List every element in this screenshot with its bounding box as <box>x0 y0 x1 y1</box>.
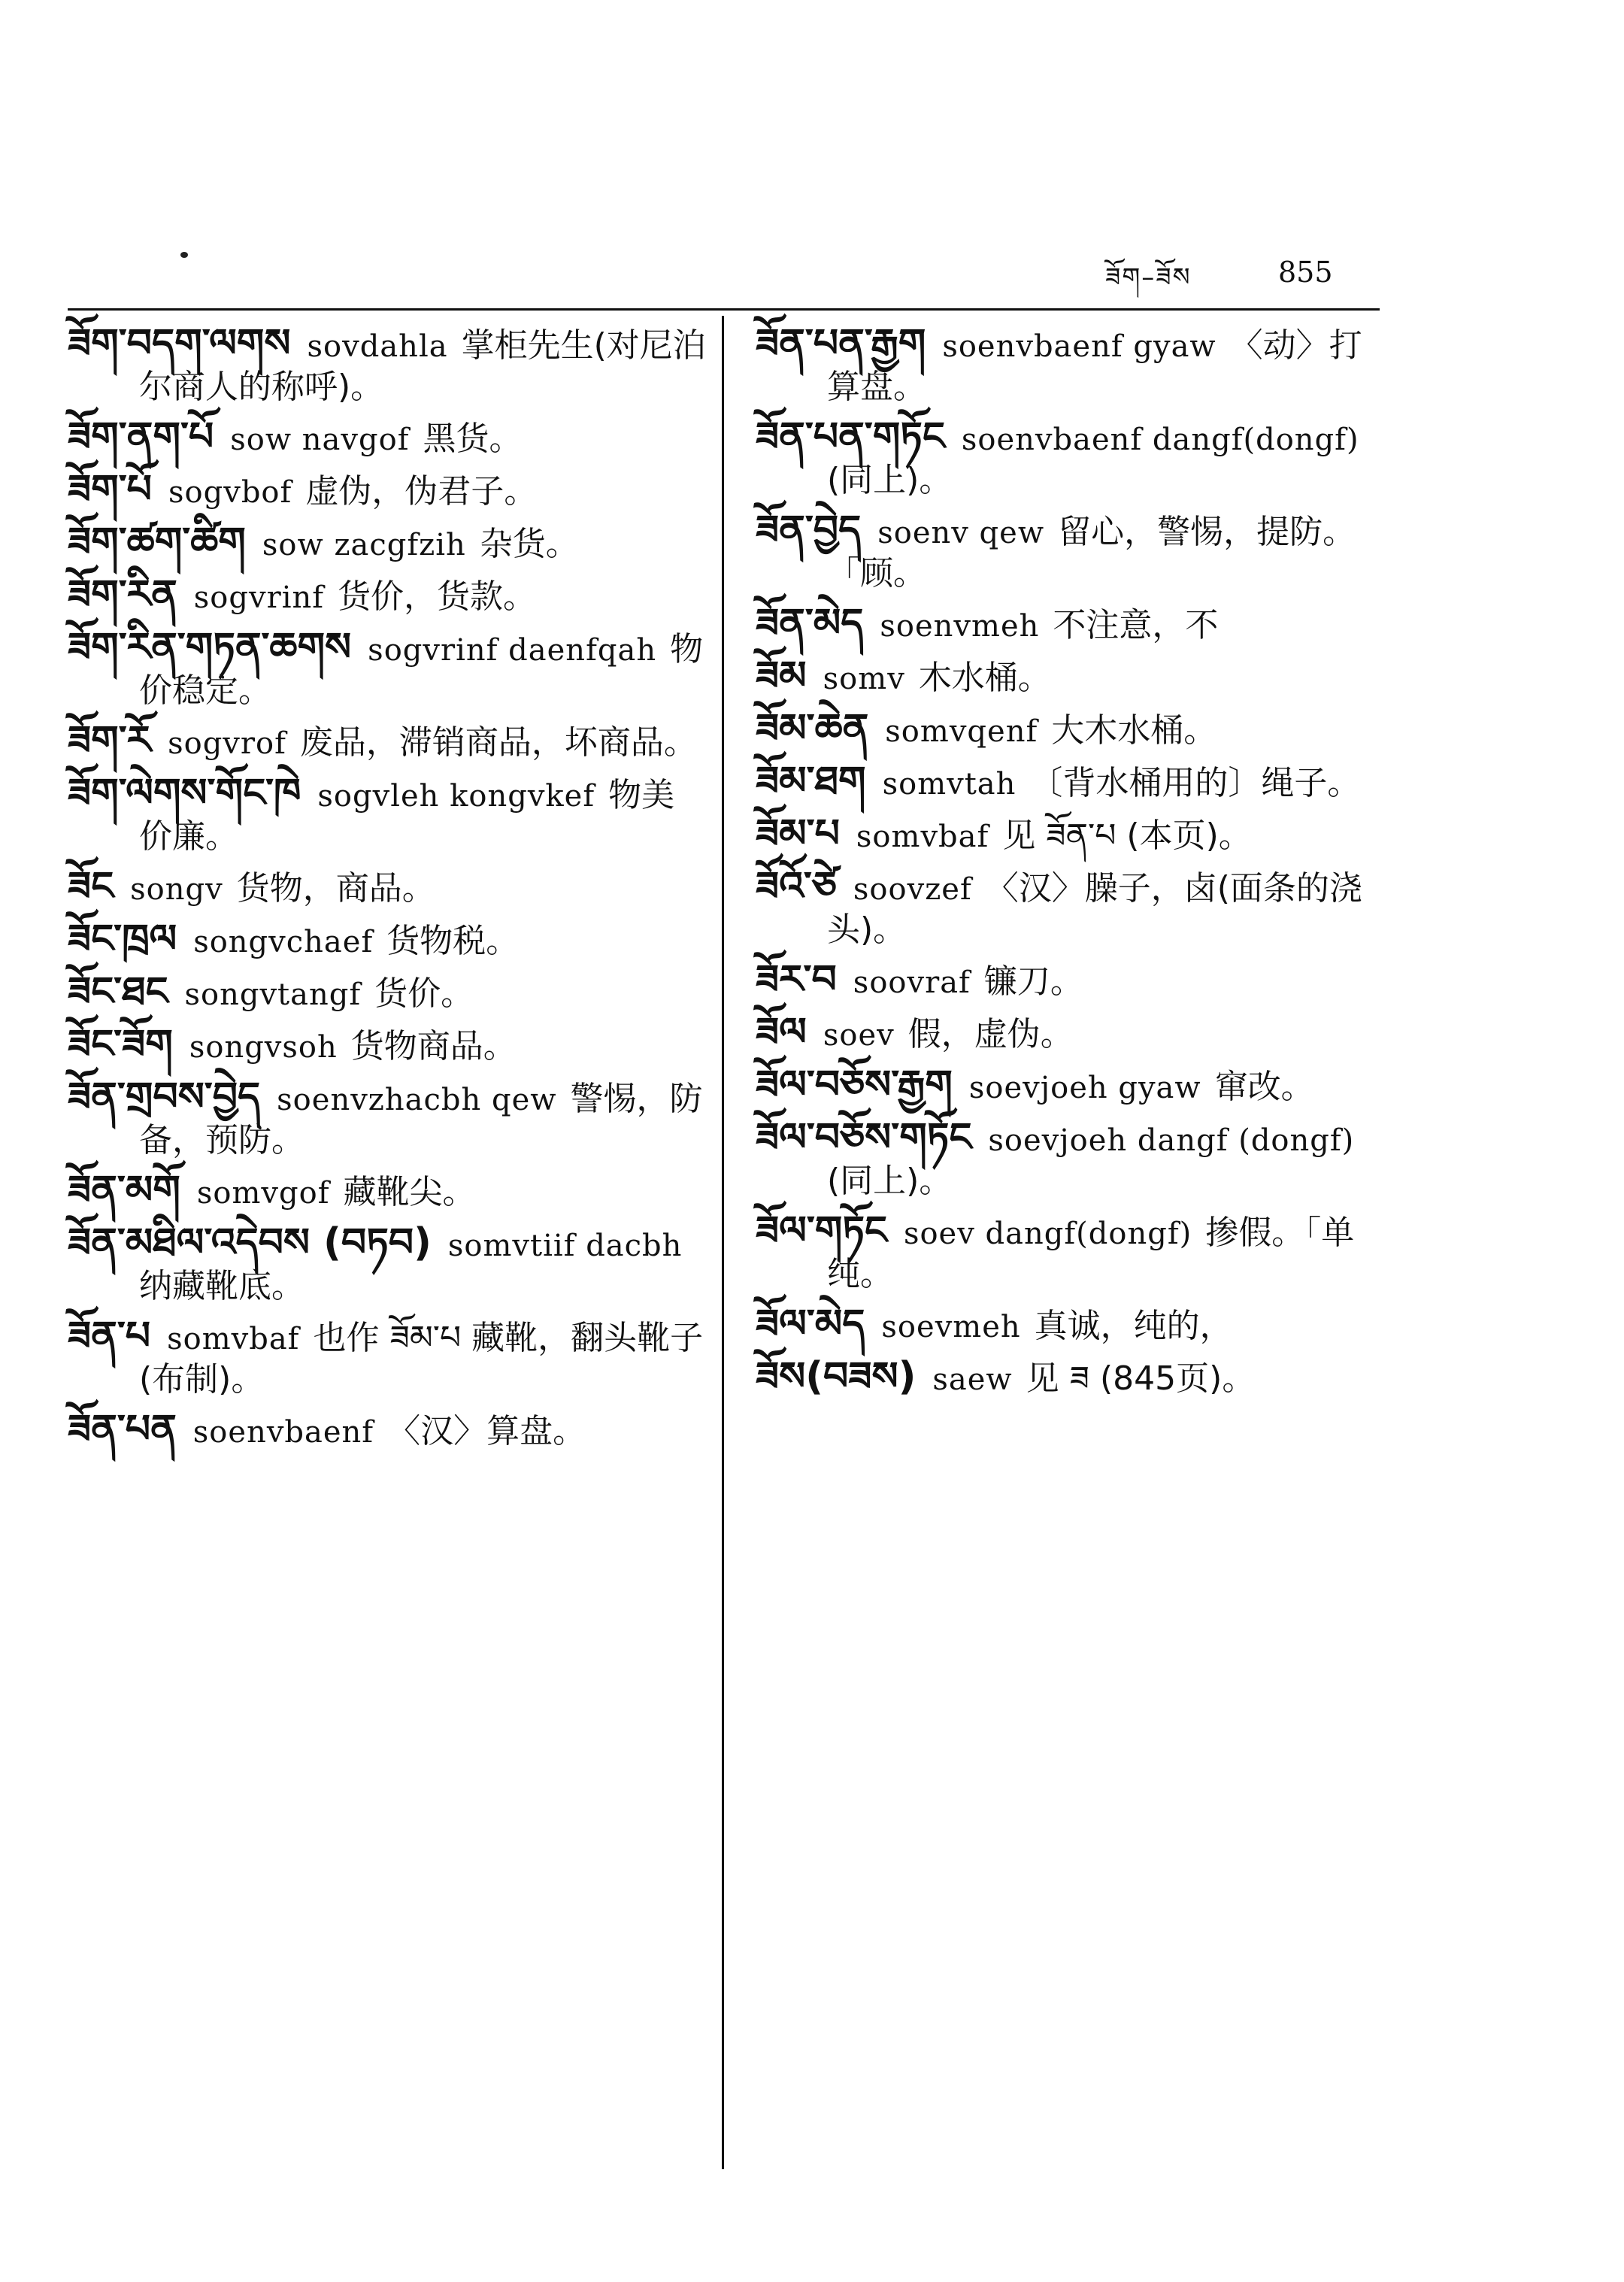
entry-definition: (同上)。 <box>827 461 953 499</box>
dictionary-entry <box>756 414 1391 501</box>
entry-definition: 货价，货款。 <box>338 577 537 616</box>
entry-phonetic: soenvbaenf <box>192 1415 374 1450</box>
entry-phonetic: somv <box>823 662 905 696</box>
entry-phonetic: songvchaef <box>193 925 374 959</box>
entry-definition: 藏靴尖。 <box>343 1173 476 1211</box>
entry-headword: ཟོམ <box>756 653 807 699</box>
dictionary-entry <box>756 1304 1391 1347</box>
dictionary-entry <box>68 720 707 764</box>
entry-phonetic: somvtah <box>882 767 1017 802</box>
dictionary-entry <box>68 522 707 565</box>
entry-phonetic: somvgof <box>196 1176 330 1211</box>
entry-phonetic: somvbaf <box>856 820 989 854</box>
entry-phonetic: saew <box>932 1362 1013 1397</box>
entry-phonetic: soevjoeh dangf (dongf) <box>988 1123 1355 1158</box>
entry-headword: ཟོག་ལེགས་གོང་ཁེ <box>68 771 301 816</box>
entry-phonetic: soenvmeh <box>880 609 1040 644</box>
entry-phonetic: soevjoeh gyaw <box>968 1071 1201 1105</box>
entry-headword: ཟོན་མཐིལ་འདེབས (བཏབ) <box>68 1220 432 1265</box>
entry-headword: ཟོན་གྲབས་བྱེད <box>68 1074 261 1120</box>
entry-headword: ཟོག་རིན <box>68 572 177 617</box>
entry-headword: ཟོལ་གཏོང <box>756 1208 887 1253</box>
entry-headword: ཟོང་ཁྲལ <box>68 917 177 962</box>
entry-phonetic: sovdahla <box>307 329 448 364</box>
entry-headword: ཟོག་ནག་པོ <box>68 414 214 459</box>
entry-definition: 警惕，防备，预防。 <box>139 1080 703 1159</box>
dictionary-entry <box>756 761 1391 805</box>
entry-phonetic: soenvbaenf gyaw <box>942 329 1216 364</box>
entry-phonetic: sogvrinf daenfqah <box>368 633 657 668</box>
entry-definition: 留心，警惕，提防。「顾。 <box>827 513 1356 592</box>
entry-definition: 〔背水桶用的〕绳子。 <box>1029 764 1361 802</box>
entry-definition: 物美价廉。 <box>139 776 675 856</box>
dictionary-entry <box>756 959 1391 1003</box>
dictionary-entry <box>756 653 1391 699</box>
entry-definition: 见 ཟོན་པ (本页)。 <box>1002 817 1252 855</box>
stray-dot-mark <box>180 252 188 258</box>
entry-headword: ཟོམ་ཆེན <box>756 706 869 751</box>
dictionary-entry <box>68 1409 707 1453</box>
entry-definition: 见 ཟ (845页)。 <box>1026 1359 1256 1398</box>
entry-headword: ཟོས(བཟས) <box>756 1354 917 1399</box>
dictionary-entry <box>68 1220 707 1307</box>
entry-headword: ཟོན་པན <box>68 1407 177 1452</box>
dictionary-entry <box>68 469 707 513</box>
entry-headword: ཟོན་པན་རྒྱག <box>756 321 926 366</box>
entry-definition: 窜改。 <box>1214 1068 1314 1106</box>
entry-phonetic: soenvbaenf dangf(dongf) <box>961 423 1359 457</box>
dictionary-entry <box>68 414 707 460</box>
entry-headword: ཟོལ་མེད <box>756 1302 865 1347</box>
entry-headword: ཟོང་ཟོག <box>68 1022 173 1067</box>
entry-definition: 也作 ཟོམ་པ 藏靴，翻头靴子(布制)。 <box>139 1319 704 1399</box>
entry-definition: 纳藏靴底。 <box>139 1267 304 1305</box>
dictionary-entry <box>68 1316 707 1400</box>
entry-definition: 废品，滞销商品，坏商品。 <box>299 723 697 762</box>
entry-definition: 真诚，纯的， <box>1034 1307 1233 1345</box>
entry-headword: ཟོལ་བཅོས་གཏོང <box>756 1115 972 1160</box>
dictionary-entry <box>68 971 707 1015</box>
column-divider <box>722 316 724 2169</box>
entry-definition: 虚伪，伪君子。 <box>305 472 538 511</box>
entry-phonetic: somvtiif dacbh <box>447 1229 683 1263</box>
dictionary-entry <box>756 510 1391 594</box>
dictionary-entry <box>756 811 1391 857</box>
entry-definition: 假，虚伪。 <box>907 1015 1074 1053</box>
entry-headword: ཟོང་ཐང <box>68 969 168 1014</box>
dictionary-entry <box>68 1024 707 1068</box>
entry-phonetic: soevmeh <box>881 1310 1021 1344</box>
entry-headword: ཟོག་རོ <box>68 718 152 763</box>
dictionary-entry <box>756 1117 1391 1202</box>
header-rule <box>68 308 1380 311</box>
dictionary-entry <box>68 574 707 618</box>
dictionary-entry <box>68 323 707 408</box>
entry-definition: 掺假。「单纯。 <box>827 1214 1355 1293</box>
entry-headword: ཟོམ་ཐག <box>756 759 866 804</box>
dictionary-entry <box>756 708 1391 752</box>
entry-definition: 黑货。 <box>423 420 523 458</box>
entry-headword: ཟོག་རིན་གཏན་ཆགས <box>68 625 352 670</box>
entry-headword: ཟོན་པན་གཏོང <box>756 414 945 459</box>
entry-definition: 货物商品。 <box>350 1027 517 1065</box>
entry-definition: 货物税。 <box>386 922 520 960</box>
entry-phonetic: sogvleh kongvkef <box>317 779 595 814</box>
dictionary-entry <box>68 1074 707 1161</box>
entry-headword: ཟོན་པ <box>68 1314 151 1359</box>
dictionary-entry <box>756 1356 1391 1400</box>
entry-phonetic: sogvbof <box>168 475 292 510</box>
entry-definition: 货价。 <box>374 974 474 1013</box>
entry-phonetic: soev <box>823 1018 895 1053</box>
entry-headword: ཟོལ་བཅོས་རྒྱག <box>756 1062 953 1108</box>
entry-phonetic: soenv qew <box>877 516 1045 550</box>
entry-phonetic: soovraf <box>853 965 971 1000</box>
entry-phonetic: sow navgof <box>230 423 410 457</box>
entry-definition: 不注意，不 <box>1053 606 1219 644</box>
entry-definition: 〈汉〉算盘。 <box>387 1412 586 1450</box>
dictionary-entry <box>756 603 1391 647</box>
entry-definition: 物价稳定。 <box>139 630 704 710</box>
entry-headword: ཟོག་བདག་ལགས <box>68 321 291 366</box>
entry-headword: ཟོག་ཚག་ཚིག <box>68 520 246 565</box>
entry-definition: 木水桶。 <box>918 659 1051 697</box>
entry-headword: ཟོག་པོ <box>68 467 153 512</box>
entry-phonetic: soenvzhacbh qew <box>277 1083 557 1117</box>
entry-headword: ཟོང <box>68 864 114 909</box>
entry-headword: ཟོལ <box>756 1010 807 1055</box>
entry-phonetic: soev dangf(dongf) <box>903 1217 1192 1251</box>
entry-definition: (同上)。 <box>827 1162 953 1200</box>
entry-phonetic: songvtangf <box>184 977 362 1012</box>
dictionary-entry <box>68 773 707 857</box>
header-tibetan-range: ཟོག–ཟོས <box>1105 262 1192 292</box>
dictionary-entry <box>756 1208 1391 1295</box>
entry-phonetic: sogvrinf <box>193 580 325 615</box>
dictionary-entry <box>756 323 1391 408</box>
dictionary-entry <box>756 1062 1391 1108</box>
page-number: 855 <box>1278 256 1333 289</box>
entry-phonetic: sogvrof <box>168 726 286 761</box>
dictionary-entry <box>756 1012 1391 1056</box>
entry-phonetic: somvbaf <box>167 1322 300 1356</box>
entry-phonetic: somvqenf <box>885 714 1038 749</box>
left-column <box>68 323 707 1462</box>
entry-definition: 杂货。 <box>479 525 579 563</box>
right-column <box>756 323 1391 1409</box>
entry-definition: 掌柜先生(对尼泊尔商人的称呼)。 <box>139 326 706 406</box>
dictionary-entry <box>68 1170 707 1214</box>
entry-phonetic: songv <box>130 872 223 907</box>
dictionary-entry <box>68 919 707 962</box>
entry-phonetic: songvsoh <box>189 1030 338 1065</box>
dictionary-entry <box>68 866 707 910</box>
entry-headword: ཟོན་བྱེད <box>756 508 862 553</box>
dictionary-entry <box>68 627 707 711</box>
entry-headword: ཟོའོ་ཙེ <box>756 864 837 909</box>
dictionary-entry <box>756 866 1391 950</box>
entry-headword: ཟོར་བ <box>756 957 837 1002</box>
entry-headword: ཟོམ་པ <box>756 811 840 856</box>
entry-definition: 镰刀。 <box>983 962 1083 1001</box>
entry-definition: 〈动〉打算盘。 <box>827 326 1362 406</box>
entry-definition: 〈汉〉臊子，卤(面条的浇头)。 <box>827 869 1362 949</box>
entry-definition: 大木水桶。 <box>1051 711 1217 750</box>
entry-phonetic: soovzef <box>853 872 972 907</box>
entry-phonetic: sow zacgfzih <box>262 528 466 562</box>
entry-headword: ཟོན་མགོ <box>68 1168 180 1213</box>
entry-definition: 货物，商品。 <box>236 869 435 908</box>
entry-headword: ཟོན་མེད <box>756 601 864 646</box>
